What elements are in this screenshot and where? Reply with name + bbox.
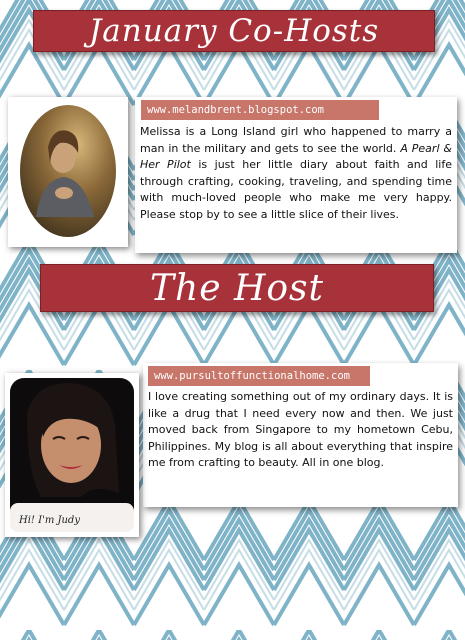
cohost-photo (8, 97, 128, 247)
host-section-title: The Host (150, 267, 324, 309)
host-blog-url[interactable] (148, 366, 370, 386)
page-title: January Co-Hosts (88, 13, 380, 49)
cohost-blog-url[interactable] (141, 100, 379, 120)
host-url-text: www.pursultoffunctionalhome.com (154, 370, 350, 382)
host-bio: I love creating something out of my ordinary days. It is like a drug that I need every now and then. We just moved back from Singapore to my hometown Cebu, Philippines. My blog is all about everything that inspire me from crafting to beauty. All in one blog. (148, 390, 453, 470)
cohost-url-text: www.melandbrent.blogspot.com (147, 104, 325, 116)
photo-caption: Hi! I'm Judy (19, 515, 80, 526)
cohost-photo-frame (8, 97, 128, 247)
cohost-bio-text-end: is just her little diary about faith and life through crafting, cooking, traveling, and spending time with much-loved people who make me very happy. Please stop by to see a little slice of their lives. (140, 158, 452, 221)
host-banner (40, 264, 434, 312)
header-banner (33, 10, 435, 52)
host-photo (5, 373, 139, 537)
cohost-bio-text: Melissa is a Long Island girl who happened to marry a man in the military and gets to see the world. (140, 125, 452, 155)
host-photo-frame (5, 373, 139, 537)
cohost-blog-name: A Pearl & Her Pilot (140, 141, 452, 172)
cohost-bio (140, 124, 452, 224)
